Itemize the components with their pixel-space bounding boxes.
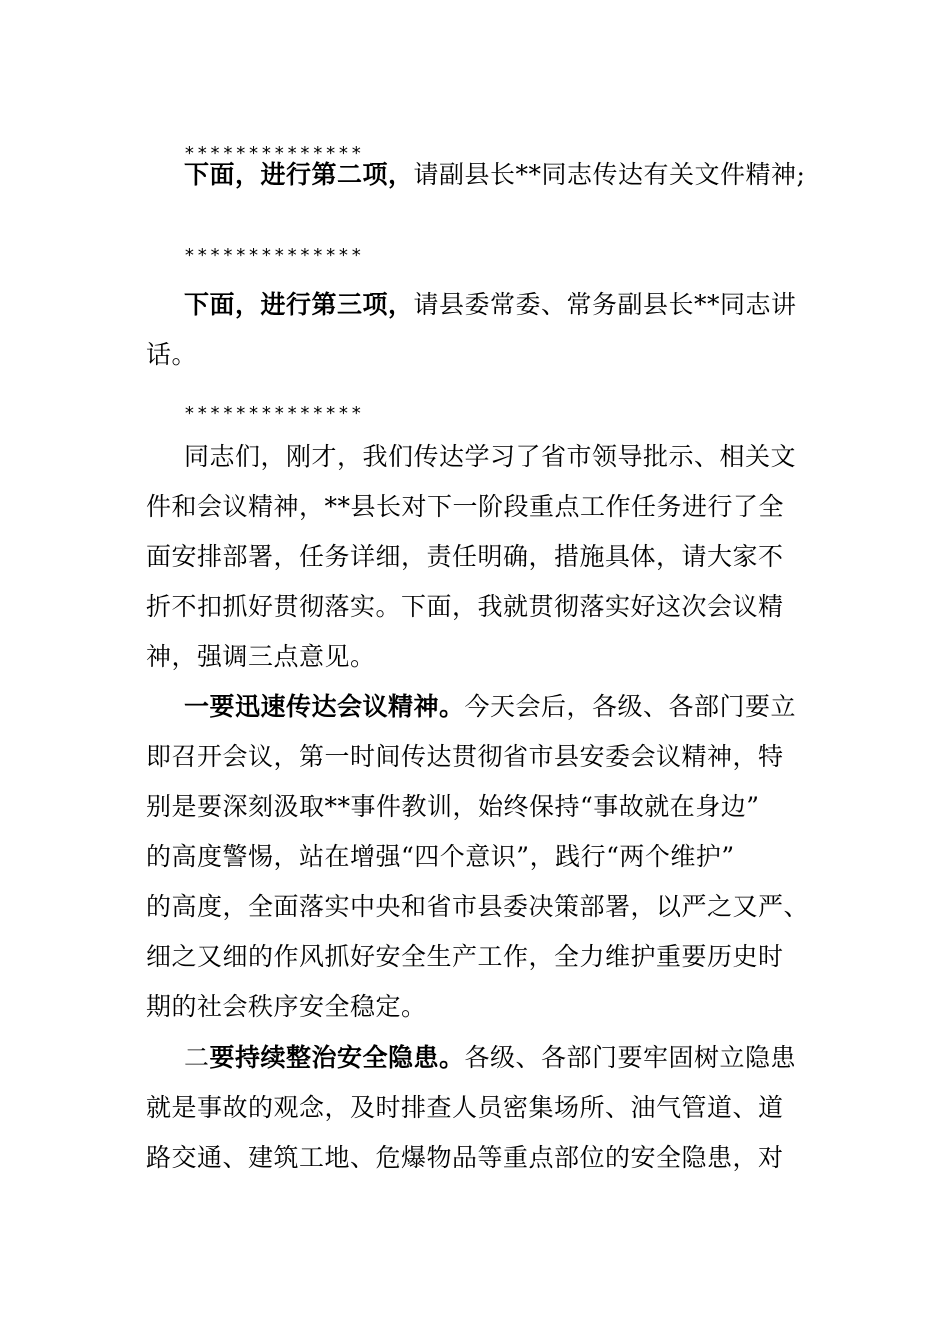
agenda-item-two — [184, 159, 844, 191]
agenda-text: 请县委常委、常务副县长**同志讲 — [413, 290, 797, 319]
text-line — [146, 541, 806, 573]
text-line — [146, 991, 806, 1023]
text-line — [146, 591, 806, 623]
point-one-line — [184, 691, 844, 723]
separator-line — [184, 398, 844, 430]
agenda-heading: 下面，进行第二项， — [184, 160, 414, 189]
text-line — [146, 791, 806, 823]
agenda-text: 请副县长**同志传达有关文件精神; — [413, 160, 806, 189]
text-line — [146, 1092, 806, 1124]
text-line — [146, 641, 806, 673]
line-text: 的高度警惕，站在增强“四个意识”，践行“两个维护” — [146, 842, 735, 871]
separator-text: ************** — [184, 143, 364, 164]
line-text: 同志们，刚才，我们传达学习了省市领导批示、相关文 — [184, 442, 797, 471]
point-number: 二 — [184, 1043, 210, 1072]
agenda-heading: 下面，进行第三项， — [184, 290, 414, 319]
text-line — [146, 741, 806, 773]
line-text: 件和会议精神，**县长对下一阶段重点工作任务进行了全 — [146, 492, 785, 521]
point-heading: 要持续整治安全隐患。 — [209, 1043, 465, 1072]
line-text: 就是事故的观念，及时排查人员密集场所、油气管道、道 — [146, 1093, 784, 1122]
separator-text: ************** — [184, 245, 364, 266]
line-text: 神，强调三点意见。 — [146, 642, 376, 671]
line-text: 别是要深刻汲取**事件教训，始终保持“事故就在身边” — [146, 792, 760, 821]
point-two-line — [184, 1042, 844, 1074]
line-text: 期的社会秩序安全稳定。 — [146, 992, 427, 1021]
point-text: 今天会后，各级、各部门要立 — [464, 692, 797, 721]
text-line — [146, 339, 806, 371]
text-line — [146, 841, 806, 873]
text-line — [146, 491, 806, 523]
separator-text: ************** — [184, 403, 364, 424]
line-text: 细之又细的作风抓好安全生产工作，全力维护重要历史时 — [146, 942, 784, 971]
point-text: 各级、各部门要牢固树立隐患 — [464, 1043, 797, 1072]
text-line — [146, 1142, 806, 1174]
agenda-item-three — [184, 289, 844, 321]
line-text: 即召开会议，第一时间传达贯彻省市县安委会议精神，特 — [146, 742, 784, 771]
separator-line — [184, 240, 844, 272]
line-text: 话。 — [146, 340, 198, 369]
point-heading: 一要迅速传达会议精神。 — [184, 692, 465, 721]
line-text: 的高度，全面落实中央和省市县委决策部署，以严之又严、 — [146, 892, 810, 921]
text-line — [146, 941, 806, 973]
line-text: 折不扣抓好贯彻落实。下面，我就贯彻落实好这次会议精 — [146, 592, 784, 621]
line-text: 路交通、建筑工地、危爆物品等重点部位的安全隐患，对 — [146, 1143, 784, 1172]
line-text: 面安排部署，任务详细，责任明确，措施具体，请大家不 — [146, 542, 784, 571]
text-line — [146, 891, 810, 923]
text-line — [184, 441, 844, 473]
